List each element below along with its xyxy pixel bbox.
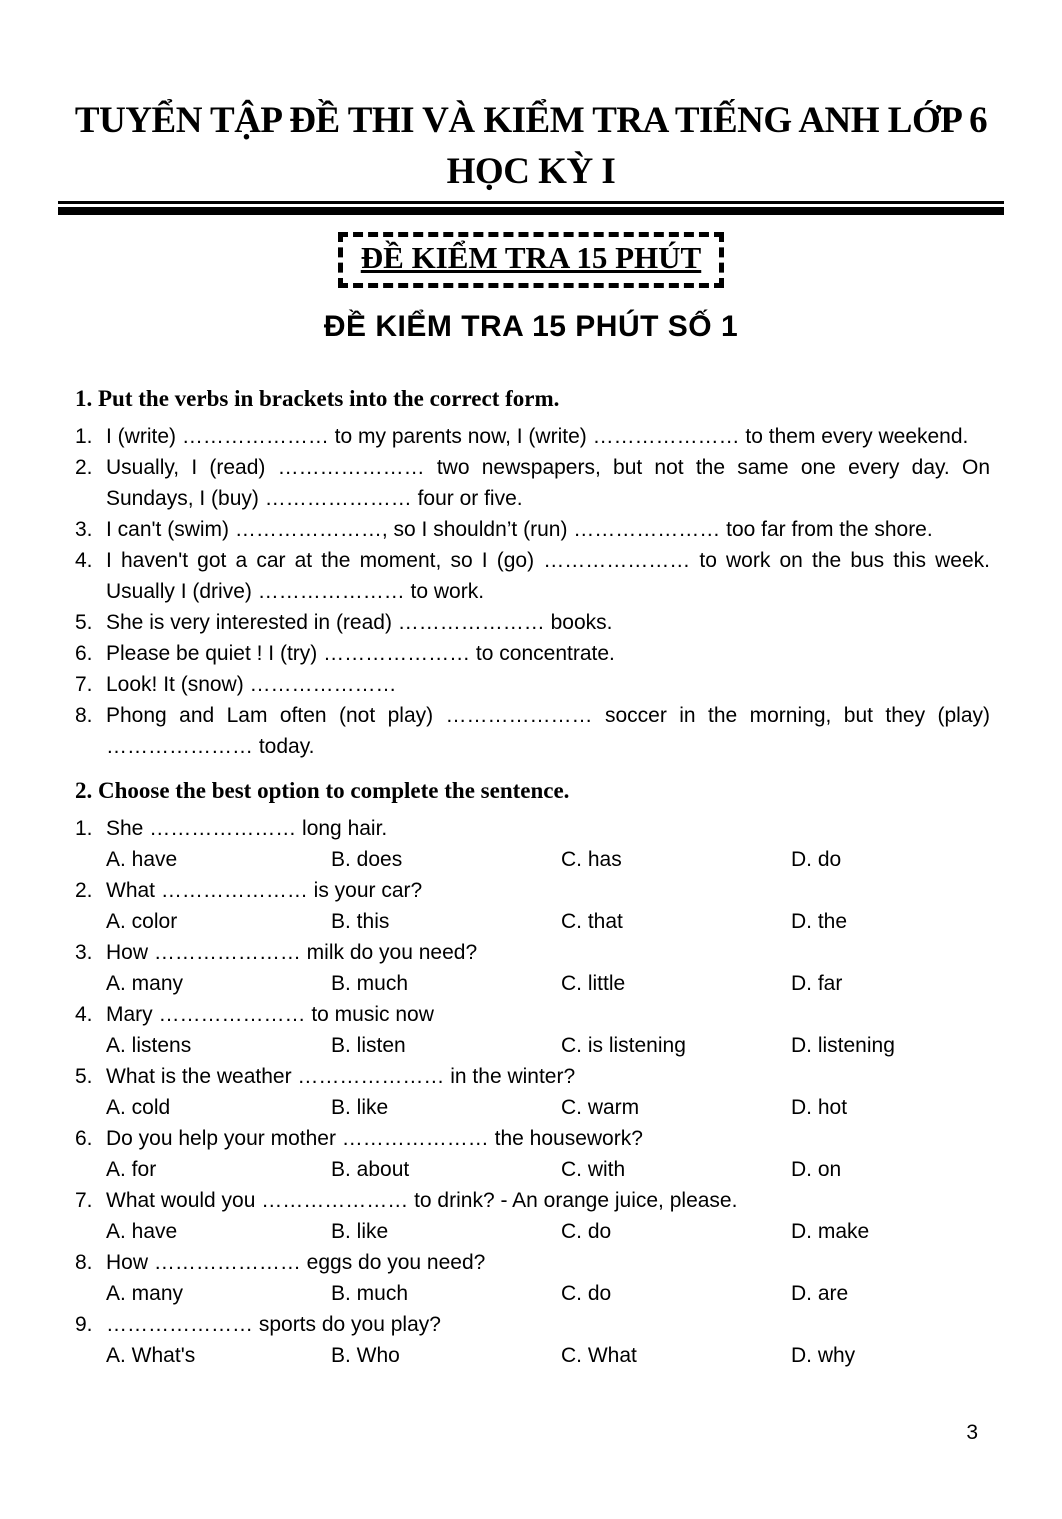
question-item [75, 999, 990, 1061]
option-a: A. have [106, 1219, 178, 1243]
item-text: Please be quiet ! I (try) ………………… to concentrate. [106, 641, 615, 665]
exercise-item [75, 514, 990, 545]
item-text: I haven't got a car at the moment, so I (go) ………………… to work on the bus this week. Usually I (drive) ………………… to work. [106, 548, 990, 603]
option-b: B. much [331, 1281, 409, 1305]
question-text: What would you ………………… to drink? - An orange juice, please. [106, 1188, 738, 1212]
page-number: 3 [966, 1421, 978, 1444]
option-a: A. many [106, 1281, 184, 1305]
question-item [75, 1061, 990, 1123]
document-header [0, 0, 1062, 344]
option-a: A. have [106, 847, 178, 871]
option-b: B. like [331, 1219, 389, 1243]
option-a: A. What's [106, 1343, 196, 1367]
question-number: 9. [75, 1312, 93, 1336]
options-row [75, 844, 990, 875]
option-d: D. listening [791, 1033, 895, 1057]
item-number: 4. [75, 548, 93, 572]
option-a: A. listens [106, 1033, 192, 1057]
question-text: How ………………… eggs do you need? [106, 1250, 486, 1274]
exercise-item [75, 607, 990, 638]
dashed-box [338, 232, 724, 288]
test-type-heading: ĐỀ KIỂM TRA 15 PHÚT [360, 239, 702, 275]
item-text: Look! It (snow) ………………… [106, 672, 397, 696]
exercise-item [75, 669, 990, 700]
option-d: D. the [791, 909, 848, 933]
option-c: C. with [561, 1157, 626, 1181]
question-text: She ………………… long hair. [106, 816, 388, 840]
question-item [75, 1247, 990, 1309]
question-item [75, 875, 990, 937]
option-c: C. is listening [561, 1033, 686, 1057]
item-number: 3. [75, 517, 93, 541]
option-d: D. hot [791, 1095, 848, 1119]
options-row [75, 1340, 990, 1371]
option-c: C. What [561, 1343, 637, 1367]
question-text: Do you help your mother ………………… the housework? [106, 1126, 643, 1150]
option-b: B. listen [331, 1033, 406, 1057]
option-a: A. for [106, 1157, 157, 1181]
question-item [75, 813, 990, 875]
options-row [75, 1216, 990, 1247]
rule-thick [58, 207, 1004, 215]
options-row [75, 1278, 990, 1309]
exercise-item [75, 545, 990, 607]
question-text: ………………… sports do you play? [106, 1312, 441, 1336]
item-text: Usually, I (read) ………………… two newspapers, but not the same one every day. On Sundays, I (buy) ………………… four or five. [106, 455, 990, 510]
option-d: D. do [791, 847, 842, 871]
option-d: D. far [791, 971, 843, 995]
option-c: C. do [561, 1219, 612, 1243]
option-c: C. warm [561, 1095, 640, 1119]
exercise-item [75, 421, 990, 452]
question-number: 3. [75, 940, 93, 964]
document-body [0, 384, 1062, 1371]
question-number: 1. [75, 816, 93, 840]
rule-thin [58, 201, 1004, 204]
question-text: What ………………… is your car? [106, 878, 423, 902]
item-number: 7. [75, 672, 93, 696]
option-b: B. much [331, 971, 409, 995]
item-text: I can't (swim) …………………, so I shouldn’t (run) ………………… too far from the shore. [106, 517, 933, 541]
boxed-heading-wrap [0, 232, 1062, 288]
options-row [75, 968, 990, 999]
exercise-item [75, 638, 990, 669]
option-a: A. cold [106, 1095, 171, 1119]
document-title-line2: HỌC KỲ I [446, 151, 616, 193]
options-row [75, 906, 990, 937]
exercise-item [75, 452, 990, 514]
exercise-item [75, 700, 990, 762]
options-row [75, 1154, 990, 1185]
options-row [75, 1030, 990, 1061]
question-text: How ………………… milk do you need? [106, 940, 478, 964]
section-2-heading: 2. Choose the best option to complete the sentence. [75, 777, 570, 803]
item-text: She is very interested in (read) ………………… books. [106, 610, 613, 634]
question-text: What is the weather ………………… in the winter? [106, 1064, 576, 1088]
option-c: C. has [561, 847, 622, 871]
option-c: C. little [561, 971, 626, 995]
option-b: B. this [331, 909, 390, 933]
options-row [75, 1092, 990, 1123]
question-text: Mary ………………… to music now [106, 1002, 434, 1026]
question-number: 2. [75, 878, 93, 902]
double-rule [58, 201, 1004, 215]
option-c: C. that [561, 909, 623, 933]
item-text: I (write) ………………… to my parents now, I (write) ………………… to them every weekend. [106, 424, 969, 448]
question-number: 4. [75, 1002, 93, 1026]
option-b: B. about [331, 1157, 410, 1181]
item-text: Phong and Lam often (not play) ………………… soccer in the morning, but they (play) ………………… today. [106, 703, 990, 758]
option-d: D. are [791, 1281, 849, 1305]
item-number: 5. [75, 610, 93, 634]
question-number: 6. [75, 1126, 93, 1150]
item-number: 8. [75, 703, 93, 727]
document-title-line1: TUYỂN TẬP ĐỀ THI VÀ KIỂM TRA TIẾNG ANH LỚP 6 [74, 100, 988, 141]
question-number: 7. [75, 1188, 93, 1212]
option-b: B. does [331, 847, 403, 871]
question-number: 8. [75, 1250, 93, 1274]
test-number-heading: ĐỀ KIỂM TRA 15 PHÚT SỐ 1 [323, 309, 739, 343]
item-number: 6. [75, 641, 93, 665]
option-d: D. make [791, 1219, 870, 1243]
option-b: B. like [331, 1095, 389, 1119]
option-a: A. color [106, 909, 178, 933]
item-number: 2. [75, 455, 93, 479]
question-number: 5. [75, 1064, 93, 1088]
question-item [75, 1185, 990, 1247]
option-d: D. why [791, 1343, 856, 1367]
option-c: C. do [561, 1281, 612, 1305]
option-d: D. on [791, 1157, 842, 1181]
option-a: A. many [106, 971, 184, 995]
option-b: B. Who [331, 1343, 400, 1367]
question-item [75, 1309, 990, 1371]
question-item [75, 937, 990, 999]
section-1-heading: 1. Put the verbs in brackets into the correct form. [75, 385, 560, 411]
item-number: 1. [75, 424, 93, 448]
question-item [75, 1123, 990, 1185]
